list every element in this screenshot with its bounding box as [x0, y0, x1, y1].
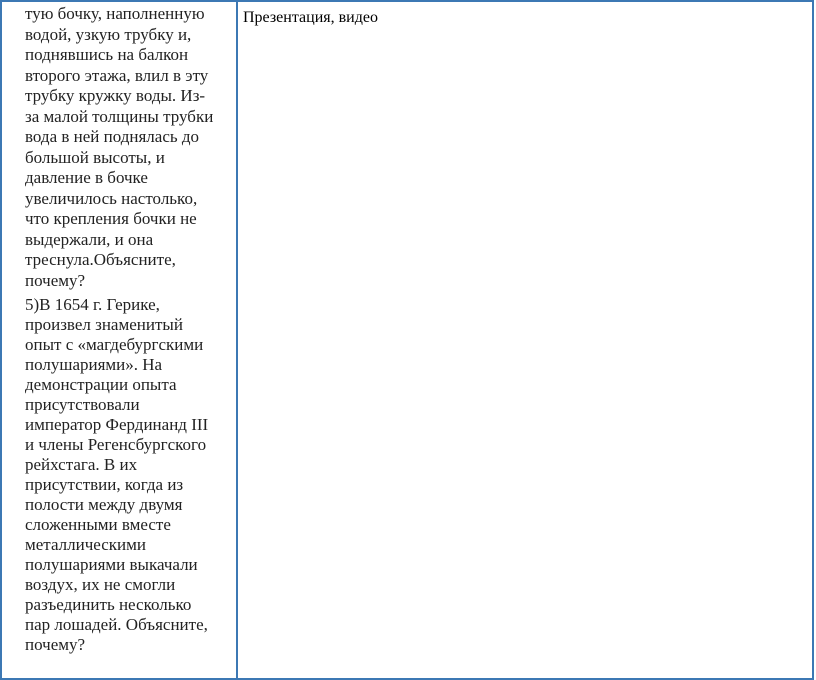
text-line: воздух, их не смогли — [25, 575, 176, 594]
text-line: полушариями». На — [25, 355, 163, 374]
text-line: демонстрации опыта — [25, 375, 177, 394]
text-line: вода в ней поднялась до — [25, 127, 200, 146]
materials-text: Презентация, видео — [243, 9, 378, 26]
text-line: треснула.Объясните, — [25, 250, 176, 269]
text-line: почему? — [25, 270, 86, 290]
task-cell — [1, 1, 237, 679]
text-line: за малой толщины трубки — [25, 106, 214, 126]
text-line: произвел знаменитый — [25, 315, 183, 334]
text-line: увеличилось настолько, — [25, 188, 198, 208]
task-paragraph-gericke — [25, 295, 230, 655]
text-line: пар лошадей. Объясните, — [25, 615, 208, 634]
text-line: сложенными вместе — [25, 515, 171, 534]
text-line: металлическими — [25, 535, 146, 554]
text-line: выдержали, и она — [25, 229, 154, 249]
text-line: и члены Регенсбургского — [25, 435, 207, 454]
text-line: почему? — [25, 635, 86, 654]
text-line: опыт с «магдебургскими — [25, 335, 204, 354]
text-line: давление в бочке — [25, 168, 148, 187]
text-line: присутствии, когда из — [25, 475, 184, 494]
text-line: полости между двумя — [25, 495, 183, 514]
table-row — [1, 1, 813, 679]
text-line: тую бочку, наполненную — [25, 4, 205, 23]
text-line: большой высоты, и — [25, 147, 165, 167]
text-line: что крепления бочки не — [25, 209, 197, 228]
text-line: полушариями выкачали — [25, 555, 198, 574]
text-line: трубку кружку воды. Из- — [25, 86, 206, 105]
text-line: рейхстага. В их — [25, 455, 138, 474]
text-line: присутствовали — [25, 395, 140, 414]
text-line: водой, узкую трубку и, — [25, 24, 192, 44]
task-paragraph-pascal — [25, 4, 230, 291]
text-line: разъединить несколько — [25, 595, 192, 614]
text-line: император Фердинанд III — [25, 415, 209, 434]
text-line: поднявшись на балкон — [25, 45, 189, 64]
materials-cell — [237, 1, 813, 679]
text-line: 5)В 1654 г. Герике, — [25, 295, 160, 314]
text-line: второго этажа, влил в эту — [25, 65, 209, 85]
